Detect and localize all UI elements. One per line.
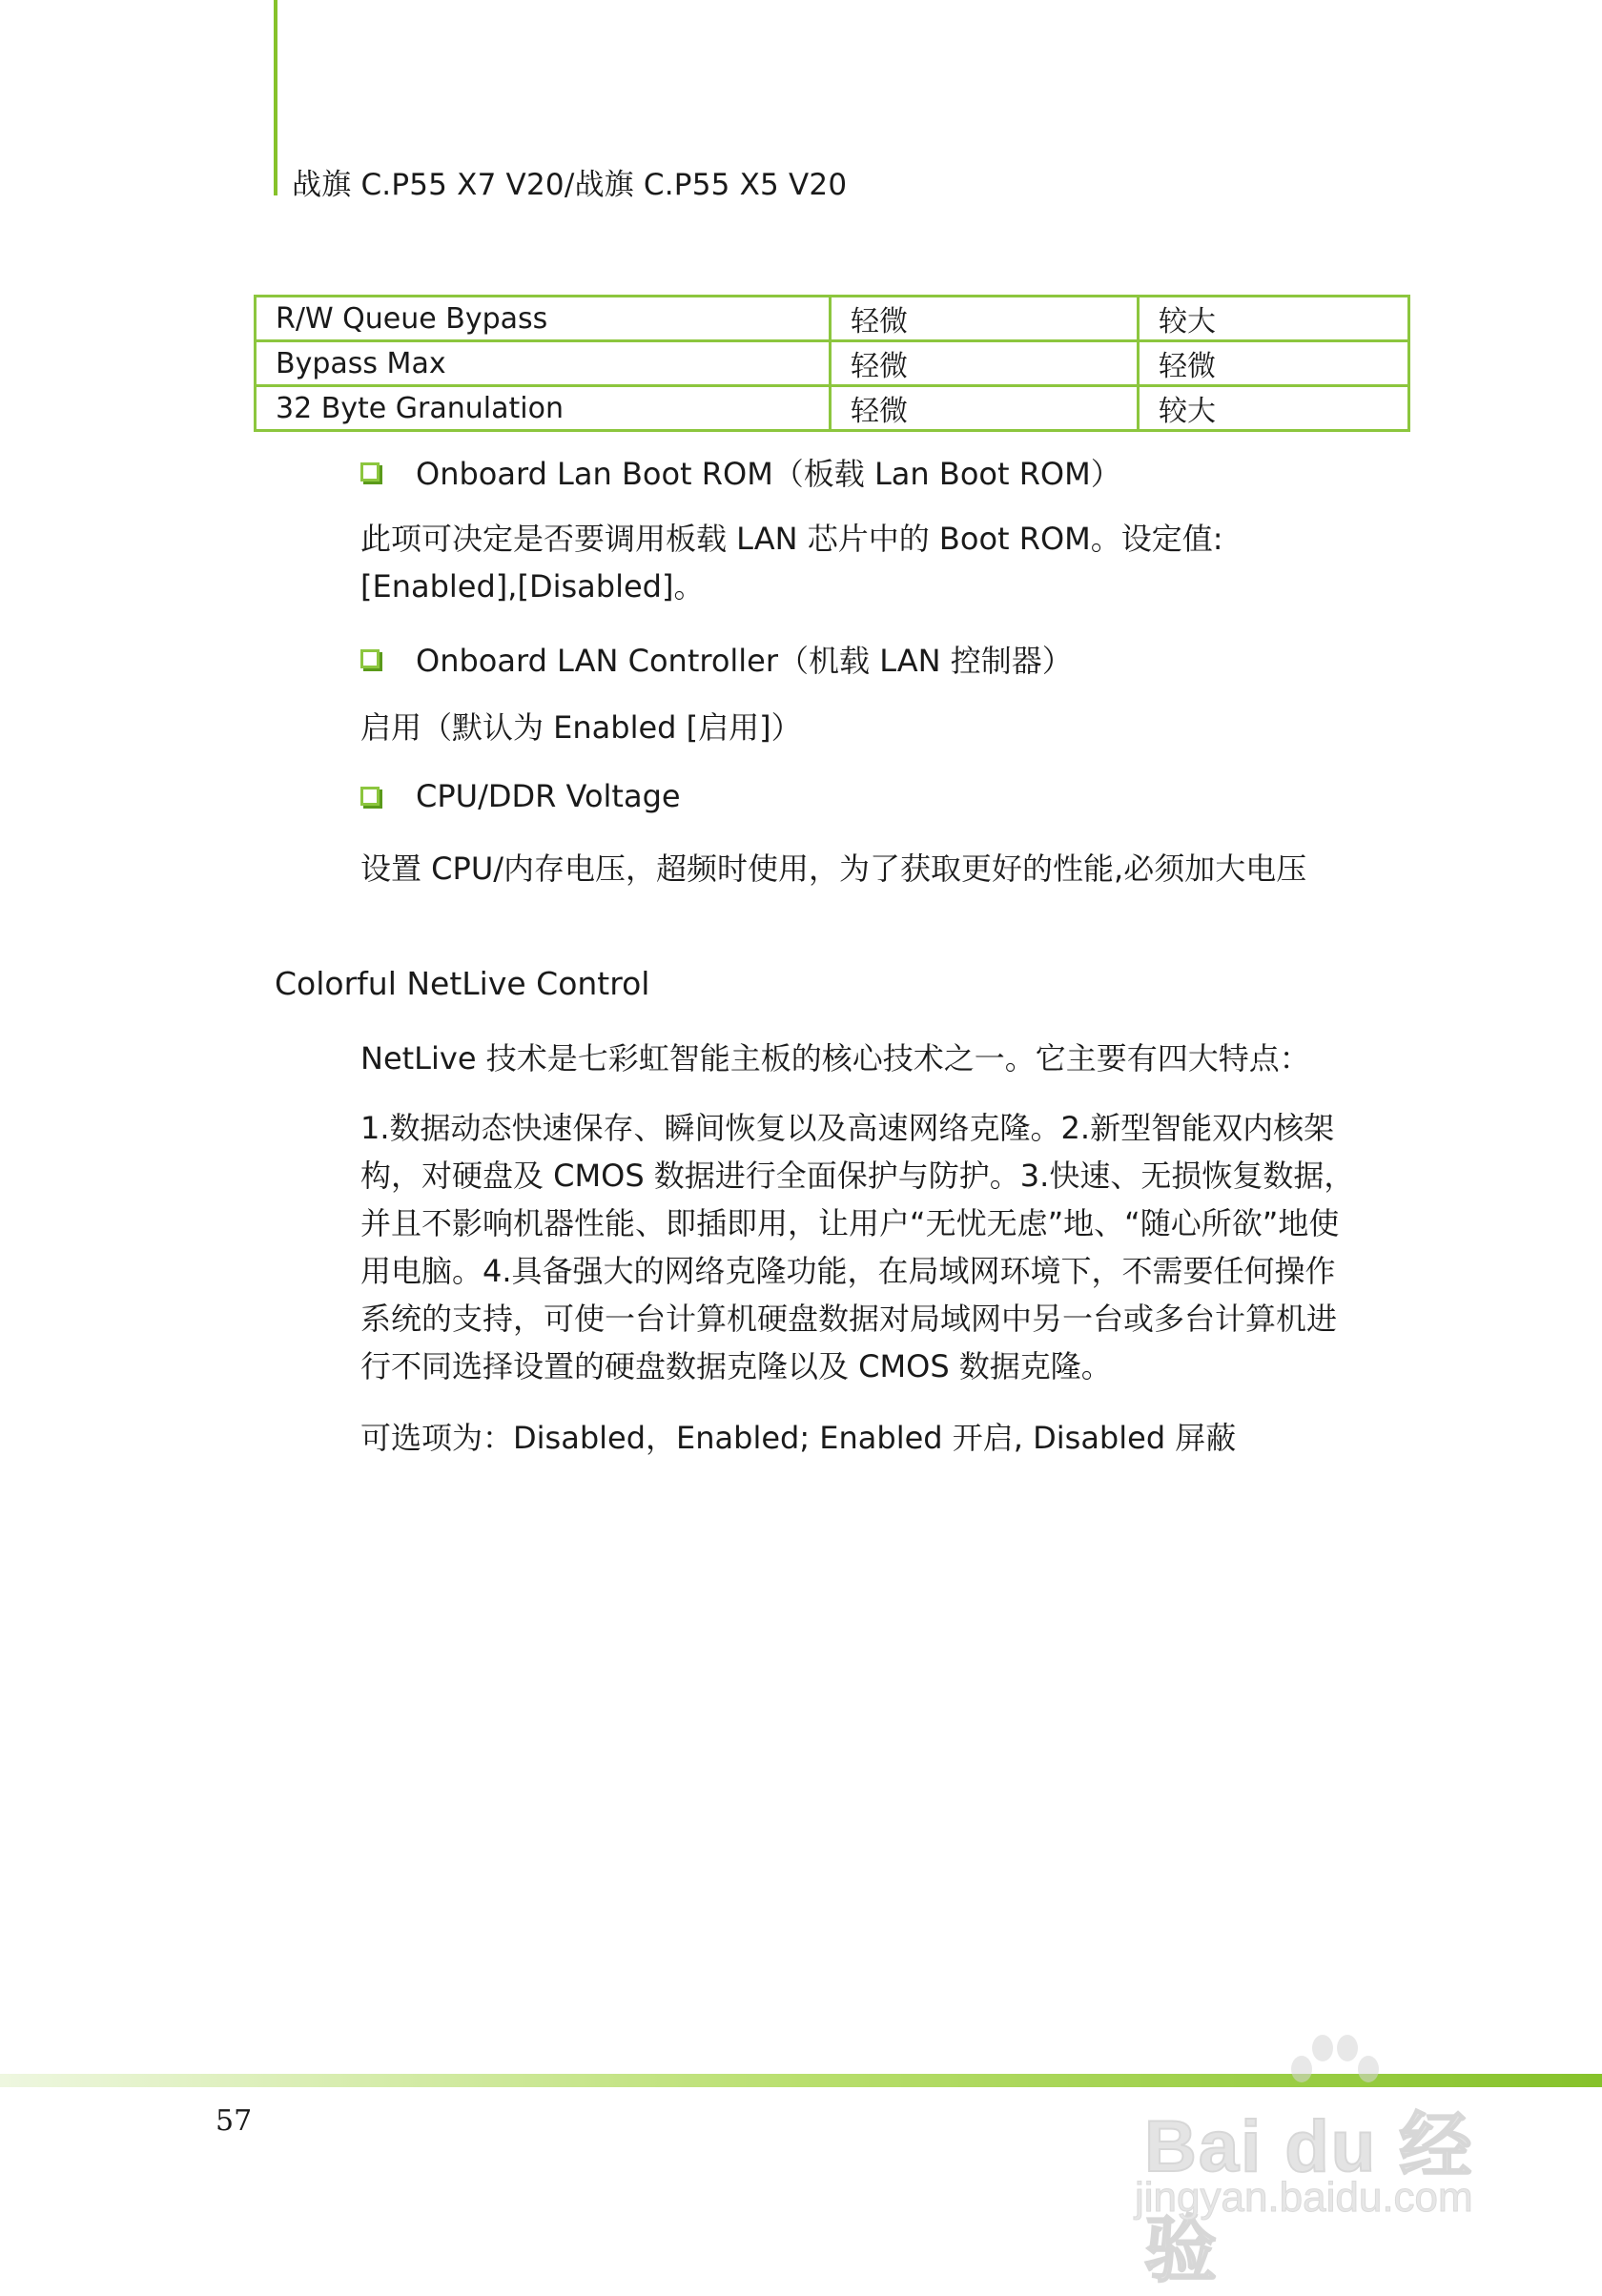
feature-line: 系统的支持，可使一台计算机硬盘数据对局域网中另一台或多台计算机进	[360, 1301, 1338, 1337]
feature-line: 1.数据动态快速保存、瞬间恢复以及高速网络克隆。2.新型智能双内核架	[360, 1110, 1335, 1146]
page-header-title: 战旗 C.P55 X7 V20/战旗 C.P55 X5 V20	[292, 168, 848, 202]
netlive-intro: NetLive 技术是七彩虹智能主板的核心技术之一。它主要有四大特点：	[360, 1040, 1310, 1076]
item-cpu-ddr-voltage	[360, 778, 681, 814]
table-cell: R/W Queue Bypass	[256, 297, 831, 341]
checkbox-bullet-icon	[360, 462, 380, 482]
baidu-watermark	[1135, 2031, 1535, 2291]
table-row	[256, 297, 1409, 341]
checkbox-bullet-icon	[360, 649, 380, 668]
desc-line: [Enabled],[Disabled]。	[360, 568, 705, 605]
watermark-logo: Bai du 经验	[1144, 2106, 1474, 2291]
feature-line: 行不同选择设置的硬盘数据克隆以及 CMOS 数据克隆。	[360, 1348, 1112, 1384]
item-title: CPU/DDR Voltage	[416, 778, 681, 814]
item-description: 设置 CPU/内存电压，超频时使用，为了获取更好的性能,必须加大电压	[360, 851, 1307, 887]
checkbox-bullet-icon	[360, 787, 380, 806]
item-lan-controller	[360, 637, 1073, 681]
netlive-options: 可选项为：Disabled，Enabled; Enabled 开启, Disabled 屏蔽	[360, 1420, 1237, 1456]
item-title: Onboard LAN Controller（机载 LAN 控制器）	[416, 643, 1073, 679]
item-description	[360, 515, 1409, 610]
feature-line: 并且不影响机器性能、即插即用，让用户“无忧无虑”地、“随心所欲”地使	[360, 1205, 1340, 1241]
table-cell: 轻微	[1139, 341, 1409, 386]
feature-line: 构，对硬盘及 CMOS 数据进行全面保护与防护。3.快速、无损恢复数据，	[360, 1158, 1355, 1194]
feature-line: 用电脑。4.具备强大的网络克隆功能，在局域网环境下，不需要任何操作	[360, 1253, 1336, 1289]
section-heading: Colorful NetLive Control	[275, 965, 650, 1002]
table-row	[256, 341, 1409, 386]
desc-line: 此项可决定是否要调用板载 LAN 芯片中的 Boot ROM。设定值:	[360, 521, 1223, 557]
item-lan-boot-rom	[360, 450, 1121, 494]
table-cell: 较大	[1139, 297, 1409, 341]
item-title: Onboard Lan Boot ROM（板载 Lan Boot ROM）	[416, 456, 1121, 492]
table-cell: Bypass Max	[256, 341, 831, 386]
table-cell: 轻微	[831, 341, 1139, 386]
table-cell: 32 Byte Granulation	[256, 386, 831, 431]
header-accent-bar	[274, 0, 277, 195]
watermark-url: jingyan.baidu.com	[1135, 2174, 1473, 2221]
netlive-features	[360, 1104, 1409, 1390]
settings-table	[254, 295, 1410, 432]
item-description: 启用（默认为 Enabled [启用]）	[360, 709, 802, 746]
table-cell: 轻微	[831, 297, 1139, 341]
table-cell: 轻微	[831, 386, 1139, 431]
page-number: 57	[216, 2104, 253, 2138]
table-row	[256, 386, 1409, 431]
table-cell: 较大	[1139, 386, 1409, 431]
